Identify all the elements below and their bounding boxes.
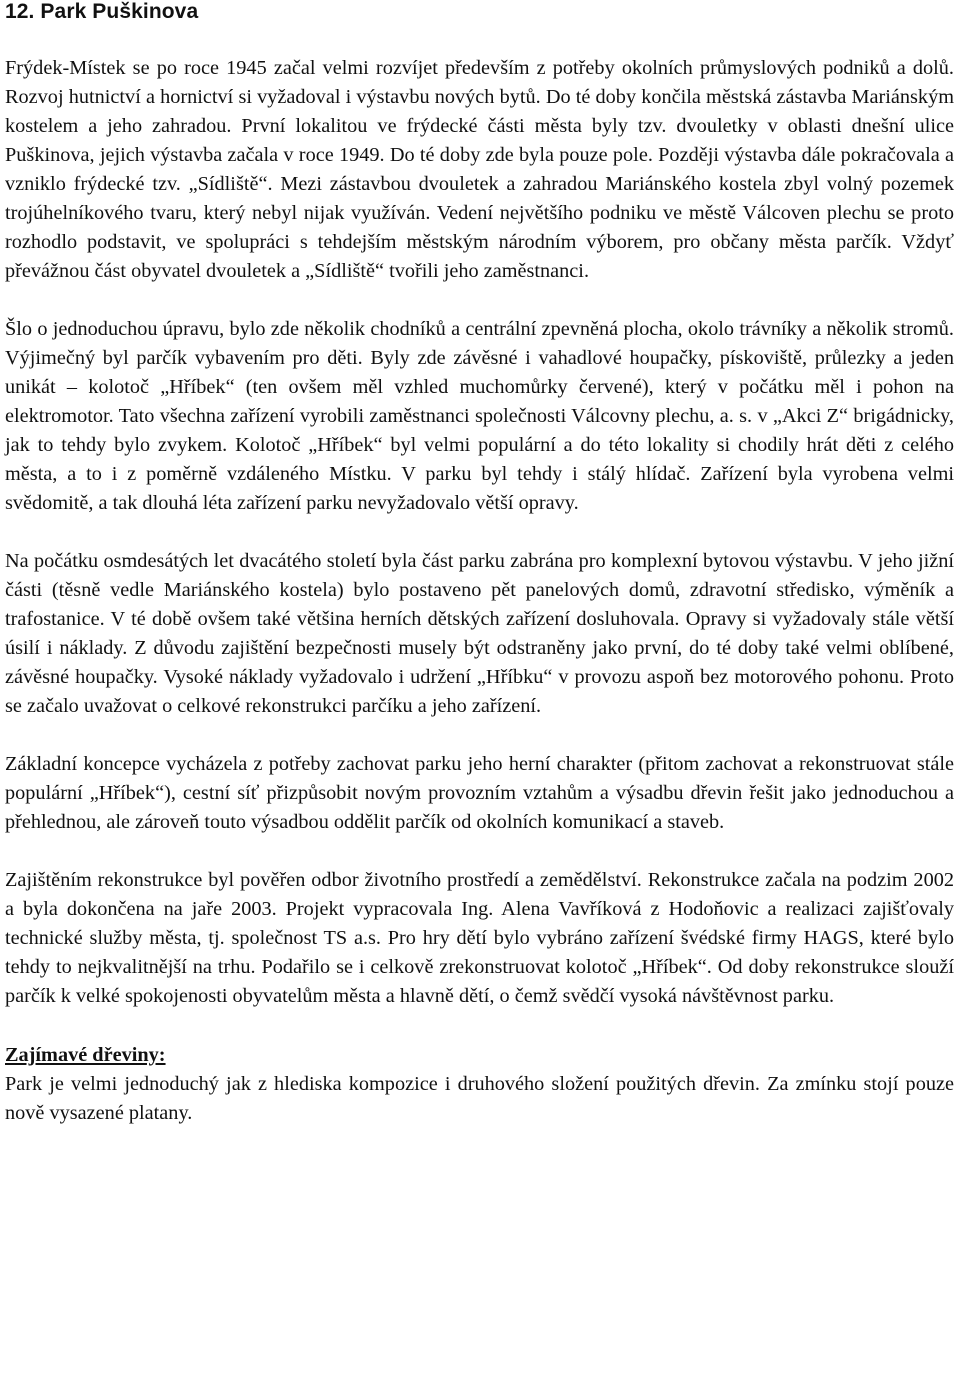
paragraph-concept: Základní koncepce vycházela z potřeby zachovat parku jeho herní charakter (přitom zachovat a rekonstruovat stále populární „Hříbek“), cestní síť přizpůsobit novým provozním vztahům a výsadbu dřevin řešit jako jednoduchou a přehlednou, ale zároveň touto výsadbou oddělit parčík od okolních komunikací a staveb. (5, 753, 954, 833)
paragraph-trees: Park je velmi jednoduchý jak z hlediska kompozice i druhového složení použitých dřevin. Za zmínku stojí pouze nově vysazené platany. (5, 1073, 954, 1124)
paragraph-reconstruction: Zajištěním rekonstrukce byl pověřen odbor životního prostředí a zemědělství. Rekonstrukce začala na podzim 2002 a byla dokončena na jaře 2003. Projekt vypracovala Ing. Alena Vavříková z Hodoňovic a realizaci zajišťovaly technické služby města, tj. společnost TS a.s. Pro hry dětí bylo vybráno zařízení švédské firmy HAGS, které bylo tehdy to nejkvalitnější na trhu. Podařilo se i celkově zrekonstruovat kolotoč „Hříbek“. Od doby rekonstrukce slouží parčík k velké spokojenosti obyvatelům města a hlavně dětí, o čemž svědčí vysoká návštěvnost parku. (5, 869, 954, 1007)
paragraph-equipment: Šlo o jednoduchou úpravu, bylo zde několik chodníků a centrální zpevněná plocha, okolo trávníky a několik stromů. Výjimečný byl parčík vybavením pro děti. Byly zde závěsné i vahadlové houpačky, pískoviště, průlezky a jeden unikát – kolotoč „Hříbek“ (ten ovšem měl vzhled muchomůrky červené), který v počátku měl i pohon na elektromotor. Tato všechna zařízení vyrobili zaměstnanci společnosti Válcovny plechu, a. s. v „Akci Z“ brigádnicky, jak to tehdy bylo zvykem. Kolotoč „Hříbek“ byl velmi populární a do této lokality si chodily hrát děti z celého města, a to i z poměrně vzdáleného Místku. V parku byl tehdy i stálý hlídač. Zařízení byla vyrobena velmi svědomitě, a tak dlouhá léta zařízení parku nevyžadovalo větší opravy. (5, 318, 954, 514)
page-title: 12. Park Puškinova (5, 0, 199, 23)
section-heading-trees: Zajímavé dřeviny: (5, 1044, 166, 1066)
paragraph-decline: Na počátku osmdesátých let dvacátého století byla část parku zabrána pro komplexní bytovou výstavbu. V jeho jižní části (těsně vedle Mariánského kostela) bylo postaveno pět panelových domů, zdravotní středisko, výměník a trafostanice. V té době ovšem také většina herních dětských zařízení dosluhovala. Opravy si vyžadovaly stále větší úsilí i náklady. Z důvodu zajištění bezpečnosti musely být odstraněny jako první, do té doby také velmi oblíbené, závěsné houpačky. Vysoké náklady vyžadovalo i udržení „Hříbku“ v provozu aspoň bez motorového pohonu. Proto se začalo uvažovat o celkové rekonstrukci parčíku a jeho zařízení. (5, 550, 954, 717)
paragraph-history: Frýdek-Místek se po roce 1945 začal velmi rozvíjet především z potřeby okolních průmyslových podniků a dolů. Rozvoj hutnictví a hornictví si vyžadoval i výstavbu nových bytů. Do té doby končila městská zástavba Mariánským kostelem a jeho zahradou. První lokalitou ve frýdecké části města byly tzv. dvouletky v oblasti dnešní ulice Puškinova, jejich výstavba začala v roce 1949. Do té doby zde byla pouze pole. Později výstavba dále pokračovala a vzniklo frýdecké tzv. „Sídliště“. Mezi zástavbou dvouletek a zahradou Mariánského kostela zbyl volný pozemek trojúhelníkového tvaru, který nebyl nijak využíván. Vedení největšího podniku ve městě Válcoven plechu se proto rozhodlo podstavit, ve spolupráci s tehdejším městským národním výborem, pro občany města parčík. Vždyť převážnou část obyvatel dvouletek a „Sídliště“ tvořili jeho zaměstnanci. (5, 57, 954, 282)
